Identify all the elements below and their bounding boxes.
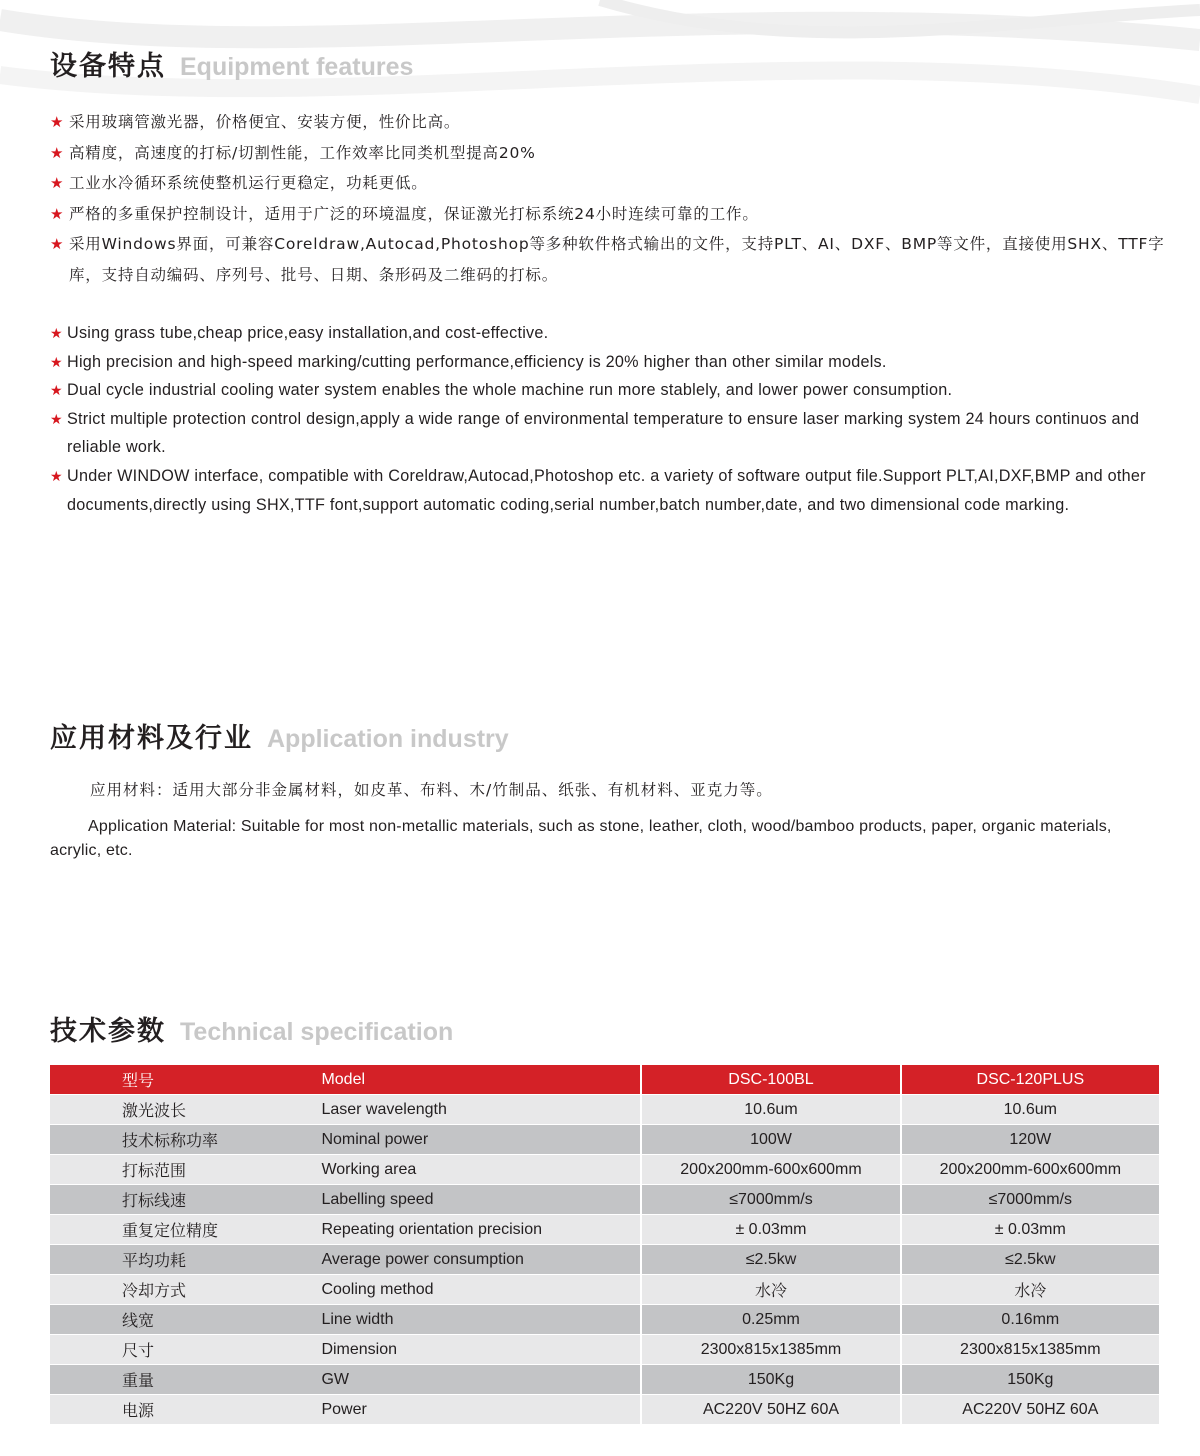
star-icon: ★ (50, 325, 63, 341)
table-cell: ≤7000mm/s (640, 1185, 899, 1214)
table-row (50, 1095, 1159, 1124)
table-cell: Laser wavelength (321, 1095, 640, 1124)
table-row (50, 1335, 1159, 1364)
heading-zh: 设备特点 (50, 51, 166, 82)
heading-en: Technical specification (180, 1018, 454, 1046)
table-cell: 200x200mm-600x600mm (900, 1155, 1159, 1184)
table-cell: 2300x815x1385mm (640, 1335, 899, 1364)
table-cell: Dimension (321, 1335, 640, 1364)
equipment-features-heading (50, 44, 413, 83)
list-item: ★ Strict multiple protection control design,apply a wide range of environmental temperature to ensure laser marking system 24 hours continuos and reliable work. (50, 405, 1165, 462)
table-row (50, 1215, 1159, 1244)
star-icon: ★ (50, 410, 63, 427)
table-row (50, 1275, 1159, 1304)
list-item: ★ 工业水冷循环系统使整机运行更稳定，功耗更低。 (50, 168, 1165, 199)
table-cell: GW (321, 1365, 640, 1394)
table-cell: ≤7000mm/s (900, 1185, 1159, 1214)
star-icon: ★ (50, 113, 65, 131)
table-row (50, 1155, 1159, 1184)
table-cell: 10.6um (900, 1095, 1159, 1124)
features-list-zh (50, 107, 1165, 290)
star-icon: ★ (50, 382, 63, 399)
table-cell: 150Kg (900, 1365, 1159, 1394)
header-cell: Model (321, 1065, 640, 1094)
star-icon: ★ (50, 174, 65, 192)
table-row (50, 1185, 1159, 1214)
header-cell: DSC-100BL (640, 1065, 899, 1094)
heading-zh: 应用材料及行业 (50, 723, 253, 754)
application-material-zh: 应用材料：适用大部分非金属材料，如皮革、布料、木/竹制品、纸张、有机材料、亚克力等。 (90, 781, 773, 799)
list-item: ★ 高精度，高速度的打标/切割性能，工作效率比同类机型提高20% (50, 138, 1165, 169)
table-row (50, 1365, 1159, 1394)
header-cell: 型号 (50, 1065, 321, 1094)
heading-en: Application industry (267, 725, 509, 753)
table-cell: 水冷 (900, 1275, 1159, 1304)
list-item: ★ 严格的多重保护控制设计，适用于广泛的环境温度，保证激光打标系统24小时连续可靠的工作。 (50, 199, 1165, 230)
table-cell: Line width (321, 1305, 640, 1334)
table-cell: ≤2.5kw (900, 1245, 1159, 1274)
table-cell: Power (321, 1395, 640, 1424)
star-icon: ★ (50, 235, 65, 253)
table-cell: 冷却方式 (50, 1275, 321, 1304)
table-cell: 技术标称功率 (50, 1125, 321, 1154)
technical-specification-heading (50, 1009, 453, 1048)
heading-en: Equipment features (180, 53, 414, 81)
list-item: ★ Using grass tube,cheap price,easy installation,and cost-effective. (50, 319, 1165, 348)
table-cell: 0.16mm (900, 1305, 1159, 1334)
list-item: ★ 采用玻璃管激光器，价格便宜、安装方便，性价比高。 (50, 107, 1165, 138)
table-cell: Nominal power (321, 1125, 640, 1154)
table-cell: 10.6um (640, 1095, 899, 1124)
list-item: ★ Under WINDOW interface, compatible with Coreldraw,Autocad,Photoshop etc. a variety of software output file.Support PLT,AI,DXF,BMP and other documents,directly using SHX,TTF font,support automatic coding,serial number,batch number,date, and two dimensional code marking. (50, 462, 1165, 519)
table-cell: Repeating orientation precision (321, 1215, 640, 1244)
table-cell: 水冷 (640, 1275, 899, 1304)
list-item: ★ 采用Windows界面，可兼容Coreldraw,Autocad,Photoshop等多种软件格式输出的文件，支持PLT、AI、DXF、BMP等文件，直接使用SHX、TTF字库，支持自动编码、序列号、批号、日期、条形码及二维码的打标。 (50, 229, 1165, 290)
table-cell: 平均功耗 (50, 1245, 321, 1274)
table-cell: AC220V 50HZ 60A (640, 1395, 899, 1424)
table-cell: 打标线速 (50, 1185, 321, 1214)
list-item: ★ Dual cycle industrial cooling water system enables the whole machine run more stablely, and lower power consumption. (50, 376, 1165, 405)
header-cell: DSC-120PLUS (900, 1065, 1159, 1094)
table-cell: 线宽 (50, 1305, 321, 1334)
table-row (50, 1125, 1159, 1154)
table-cell: Working area (321, 1155, 640, 1184)
application-industry-heading (50, 716, 509, 755)
application-material-en: Application Material: Suitable for most non-metallic materials, such as stone, leather, cloth, wood/bamboo products, paper, organic materials, acrylic, etc. (50, 818, 1112, 859)
table-row (50, 1245, 1159, 1274)
star-icon: ★ (50, 353, 63, 370)
table-row (50, 1305, 1159, 1334)
table-cell: AC220V 50HZ 60A (900, 1395, 1159, 1424)
table-cell: ≤2.5kw (640, 1245, 899, 1274)
table-cell: 2300x815x1385mm (900, 1335, 1159, 1364)
table-cell: ± 0.03mm (900, 1215, 1159, 1244)
star-icon: ★ (50, 467, 63, 484)
list-item: ★ High precision and high-speed marking/cutting performance,efficiency is 20% higher than other similar models. (50, 348, 1165, 377)
table-cell: 电源 (50, 1395, 321, 1424)
table-cell: 100W (640, 1125, 899, 1154)
table-cell: Labelling speed (321, 1185, 640, 1214)
table-row (50, 1395, 1159, 1424)
table-cell: 重量 (50, 1365, 321, 1394)
table-cell: 激光波长 (50, 1095, 321, 1124)
table-cell: 打标范围 (50, 1155, 321, 1184)
spec-table (50, 1064, 1159, 1425)
table-cell: 重复定位精度 (50, 1215, 321, 1244)
star-icon: ★ (50, 204, 65, 223)
table-header-row (50, 1065, 1159, 1094)
table-cell: Average power consumption (321, 1245, 640, 1274)
table-cell: 0.25mm (640, 1305, 899, 1334)
features-list-en (50, 319, 1165, 519)
star-icon: ★ (50, 143, 65, 162)
table-cell: 尺寸 (50, 1335, 321, 1364)
table-cell: ± 0.03mm (640, 1215, 899, 1244)
table-cell: 200x200mm-600x600mm (640, 1155, 899, 1184)
table-cell: 150Kg (640, 1365, 899, 1394)
heading-zh: 技术参数 (50, 1016, 166, 1047)
table-cell: 120W (900, 1125, 1159, 1154)
table-cell: Cooling method (321, 1275, 640, 1304)
